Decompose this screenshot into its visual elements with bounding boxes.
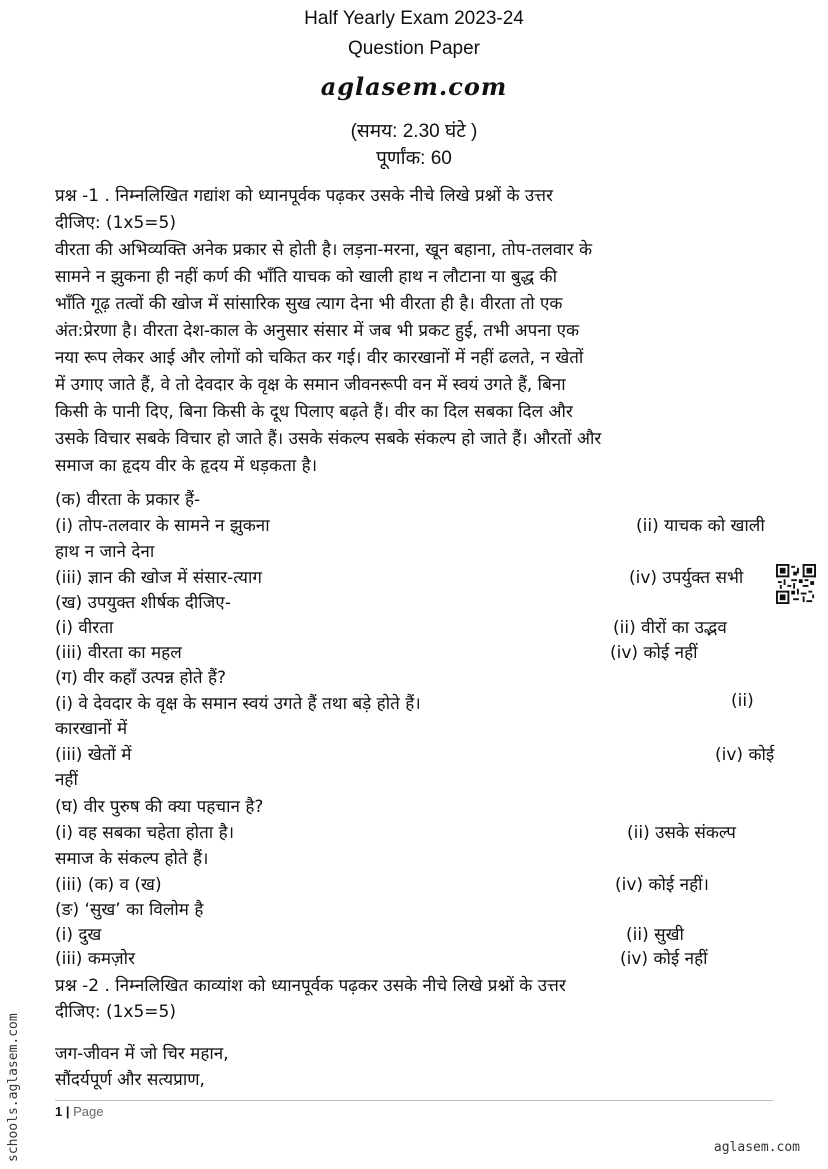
- passage-line: सामने न झुकना ही नहीं कर्ण की भाँति याचक को खाली हाथ न लौटाना या बुद्ध की: [55, 267, 557, 287]
- q1-instruction: प्रश्न -1 . निम्नलिखित गद्यांश को ध्यानपूर्वक पढ़कर उसके नीचे लिखे प्रश्नों के उत्तर: [55, 186, 553, 206]
- poem-line: सौंदर्यपूर्ण और सत्यप्राण,: [55, 1070, 205, 1090]
- time-allowed: (समय: 2.30 घंटे ): [350, 121, 478, 142]
- page-number: 1: [55, 1104, 63, 1119]
- q1e-question: (ङ) ‘सुख’ का विलोम है: [55, 900, 204, 920]
- passage-line: उसके विचार सबके विचार हो जाते हैं। उसके संकल्प सबके संकल्प हो जाते हैं। औरतों और: [55, 429, 602, 449]
- q1c-option-2: (ii): [731, 691, 754, 711]
- passage-line: वीरता की अभिव्यक्ति अनेक प्रकार से होती है। लड़ना-मरना, खून बहाना, तोप-तलवार के: [55, 240, 593, 260]
- q1c-option-4: (iv) कोई: [715, 745, 775, 765]
- q1e-option-2: (ii) सुखी: [626, 925, 684, 945]
- passage-line: में उगाए जाते हैं, वे तो देवदार के वृक्ष के समान जीवनरूपी वन में स्वयं उगते हैं, बिना: [55, 375, 566, 395]
- q1b-option-2: (ii) वीरों का उद्भव: [613, 618, 727, 638]
- q1c-option-2-cont: कारखानों में: [55, 719, 128, 739]
- q1e-option-1: (i) दुख: [55, 925, 102, 945]
- q1d-option-2-cont: समाज के संकल्प होते हैं।: [55, 849, 209, 869]
- q1b-question: (ख) उपयुक्त शीर्षक दीजिए-: [55, 593, 231, 613]
- passage-line: समाज का हृदय वीर के हृदय में धड़कता है।: [55, 456, 318, 476]
- footer-divider: [55, 1100, 773, 1101]
- q1a-question: (क) वीरता के प्रकार हैं-: [55, 490, 201, 510]
- brand-watermark: aglasem.com: [320, 72, 508, 101]
- q1c-option-3: (iii) खेतों में: [55, 745, 132, 765]
- passage-line: अंत:प्रेरणा है। वीरता देश-काल के अनुसार संसार में जब भी प्रकट हुई, तभी अपना एक: [55, 321, 580, 341]
- paper-subtitle: Question Paper: [347, 38, 481, 59]
- q1b-option-4: (iv) कोई नहीं: [610, 643, 698, 663]
- q1b-option-3: (iii) वीरता का महल: [55, 643, 182, 663]
- footer-brand: aglasem.com: [713, 1140, 800, 1155]
- passage-line: भाँति गूढ़ तत्वों की खोज में सांसारिक सुख त्याग देना भी वीरता ही है। वीरता तो एक: [55, 294, 563, 314]
- page-label: Page: [73, 1104, 104, 1119]
- poem-line: जग-जीवन में जो चिर महान,: [55, 1044, 229, 1064]
- q1e-option-3: (iii) कमज़ोर: [55, 949, 136, 969]
- q1d-option-2: (ii) उसके संकल्प: [627, 823, 736, 843]
- page-number-footer: [55, 1104, 104, 1119]
- q1a-option-1: (i) तोप-तलवार के सामने न झुकना: [55, 516, 270, 536]
- passage-line: किसी के पानी दिए, बिना किसी के दूध पिलाए बढ़ते हैं। वीर का दिल सबका दिल और: [55, 402, 573, 422]
- q2-instruction: प्रश्न -2 . निम्नलिखित काव्यांश को ध्यानपूर्वक पढ़कर उसके नीचे लिखे प्रश्नों के उत्तर: [55, 976, 566, 996]
- max-marks: पूर्णांक: 60: [376, 148, 452, 169]
- q1a-option-2-cont: हाथ न जाने देना: [55, 542, 155, 562]
- q1d-option-3: (iii) (क) व (ख): [55, 875, 162, 895]
- q1d-option-4: (iv) कोई नहीं।: [615, 875, 709, 895]
- q1d-option-1: (i) वह सबका चहेता होता है।: [55, 823, 235, 843]
- passage-line: नया रूप लेकर आई और लोगों को चकित कर गई। वीर कारखानों में नहीं ढलते, न खेतों: [55, 348, 584, 368]
- q1c-option-1: (i) वे देवदार के वृक्ष के समान स्वयं उगते हैं तथा बड़े होते हैं।: [55, 694, 421, 714]
- q2-instruction-marks: दीजिए: (1x5=5): [55, 1002, 176, 1022]
- q1d-question: (घ) वीर पुरुष की क्या पहचान है?: [55, 797, 264, 817]
- q1a-option-2: (ii) याचक को खाली: [636, 516, 765, 536]
- page-separator: |: [65, 1104, 70, 1119]
- q1c-question: (ग) वीर कहाँ उत्पन्न होते हैं?: [55, 668, 227, 688]
- q1e-option-4: (iv) कोई नहीं: [620, 949, 708, 969]
- side-watermark: schools.aglasem.com: [6, 1013, 21, 1162]
- q1a-option-4: (iv) उपर्युक्त सभी: [629, 568, 744, 588]
- q1-instruction-marks: दीजिए: (1x5=5): [55, 213, 176, 233]
- exam-title: Half Yearly Exam 2023-24: [304, 8, 524, 29]
- q1b-option-1: (i) वीरता: [55, 618, 114, 638]
- q1a-option-3: (iii) ज्ञान की खोज में संसार-त्याग: [55, 568, 262, 588]
- qr-code-icon: [776, 564, 816, 604]
- q1c-option-4-cont: नहीं: [55, 770, 78, 790]
